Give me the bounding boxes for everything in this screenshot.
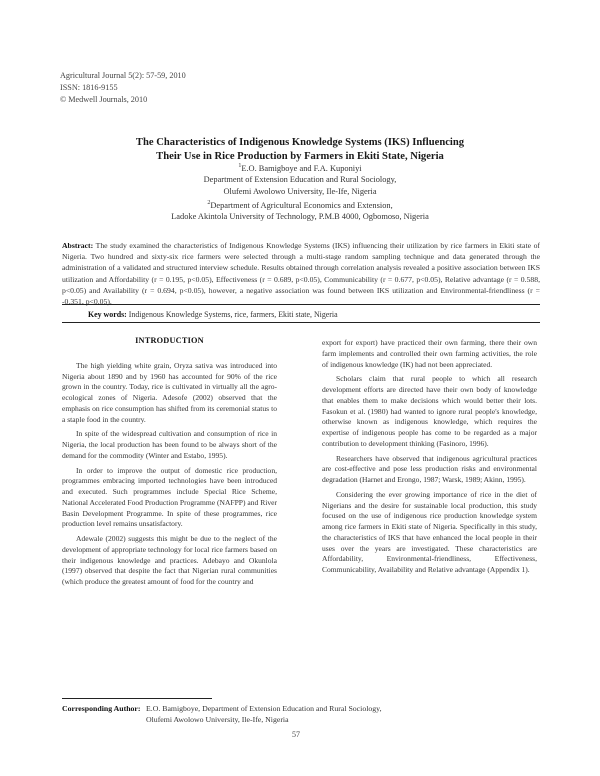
abstract-label: Abstract: bbox=[62, 241, 94, 250]
author-superscript-1: 1 bbox=[238, 163, 242, 169]
title-line-2: Their Use in Rice Production by Farmers in Ekiti State, Nigeria bbox=[156, 151, 444, 162]
journal-citation: Agricultural Journal 5(2): 57-59, 2010 bbox=[60, 71, 186, 80]
abstract-text: The study examined the characteristics of Indigenous Knowledge Systems (IKS) influencing their utilization by rice farmers in Ekiti state of Nigeria. Two hundred and sixty-six rice farmers were selected through a multi-stage random sampling technique and data generated through the administration of a validated and structured interview schedule. Results obtained through correlation analysis revealed a positive association between IKS utilization and Affordability (r = 0.195, p<0.05), Effectiveness (r = 0.689, p<0.05), Communicability (r = 0.677, p<0.05), Relative advantage (r = 0.588, p<0.05) and Availability (r = 0.694, p<0.05), however, a negative association was found between IKS utilization and Environmental-friendliness (r = -0.351, p<0.05). bbox=[62, 241, 540, 307]
corresponding-author-footnote bbox=[62, 703, 382, 725]
footnote-label: Corresponding Author: bbox=[62, 704, 141, 713]
affiliation-2-line-1: $^2$Department of Agricultural Economics and Extension, bbox=[207, 199, 393, 210]
right-column bbox=[322, 338, 537, 576]
paragraph: In spite of the widespread cultivation and consumption of rice in Nigeria, the local production has been found to be always short of the demand for the commodity (Winter and Estabo, 1995). bbox=[62, 429, 277, 460]
keywords-bottom-rule bbox=[62, 322, 540, 323]
author-block bbox=[80, 161, 520, 223]
affiliation-1-line-2: Olufemi Awolowo University, Ile-Ife, Nigeria bbox=[223, 186, 377, 196]
paragraph: The high yielding white grain, Oryza sativa was introduced into Nigeria about 1890 and by 1960 has accounted for 90% of the rice grown in the country. Today, rice is cultivated in virtually all the agro-ecological zones of Nigeria. Adesofe (2002) observed that the emphasis on rice consumption has shifted from its ceremonial status to a staple food in the country. bbox=[62, 360, 277, 424]
paragraph: export for export) have practiced their own farming, there their own farm implements and controlled their own farming activities, the role of indigenous knowledge (IK) had not been appreciated. bbox=[322, 338, 537, 369]
journal-header bbox=[60, 70, 186, 107]
keywords bbox=[88, 310, 338, 319]
paragraph: In order to improve the output of domestic rice production, programmes embracing imported technologies have been introduced and executed. Such programmes include Special Rice Scheme, National Accelerated Food Production Programme (NAFPP) and River Basin Development Programme. In spite of these programmes, rice production level remains unsatisfactory. bbox=[62, 465, 277, 529]
section-heading-introduction: INTRODUCTION bbox=[135, 336, 204, 345]
affiliation-1-line-1: Department of Extension Education and Rural Sociology, bbox=[203, 175, 397, 185]
journal-copyright: © Medwell Journals, 2010 bbox=[60, 95, 148, 105]
footnote-line-1: E.O. Bamigboye, Department of Extension Education and Rural Sociology, bbox=[146, 704, 382, 713]
paragraph: Scholars claim that rural people to which all research development efforts are directed have their own body of knowledge that enables them to make decisions which would better their lots. Fasokun et al. (1980) had wanted to ignore rural people's knowledge, otherwise known as indigenous knowledge, which requires the expertise of indigenous people has come to be regarded as a major contribution to development thinking (Fasinoro, 1996). bbox=[322, 374, 537, 448]
left-column bbox=[62, 336, 277, 588]
page-number: 57 bbox=[292, 730, 300, 739]
title-line-1: The Characteristics of Indigenous Knowledge Systems (IKS) Influencing bbox=[135, 137, 465, 148]
paper-title bbox=[100, 136, 500, 164]
paragraph: Considering the ever growing importance of rice in the diet of Nigerians and the desire for sustainable local production, this study focused on the use of indigenous rice production knowledge system among rice farmers in Ekiti state of Nigeria. Specifically in this study, the characteristics of IKS that have enhanced the local people in their uses over the years are investigated. These characteristics are Affordability, Environmental-friendliness, Effectiveness, Communicability, Availability and Relative advantage (Appendix 1). bbox=[322, 489, 537, 574]
author-names: $^1$E.O. Bamigboye and F.A. Kuponiyi bbox=[238, 163, 362, 173]
journal-issn: ISSN: 1816-9155 bbox=[60, 83, 118, 93]
footnote-line-2: Olufemi Awolowo University, Ile-Ife, Nigeria bbox=[146, 715, 289, 725]
author-superscript-2: 2 bbox=[207, 199, 211, 206]
footnote-rule bbox=[62, 698, 212, 699]
affiliation-2-line-2: Ladoke Akintola University of Technology, P.M.B 4000, Ogbomoso, Nigeria bbox=[171, 211, 429, 221]
keywords-top-rule bbox=[62, 304, 540, 305]
paragraph: Adewale (2002) suggests this might be due to the neglect of the development of appropriate technology for local rice farmers based on their indigenous knowledge and practices. Adebayo and Okunlola (1997) observed that despite the fact that Nigerian rural communities (which produce the greatest amount of food for the country and bbox=[62, 534, 277, 586]
keywords-label: Key words: bbox=[88, 310, 127, 319]
paragraph: Researchers have observed that indigenous agricultural practices are cost-effective and pose less production risks and environmental degradation (Harnet and Erongo, 1987; Warsk, 1989; Akinn, 1995). bbox=[322, 453, 537, 484]
keywords-text: Indigenous Knowledge Systems, rice, farmers, Ekiti state, Nigeria bbox=[128, 310, 338, 319]
abstract bbox=[62, 240, 540, 307]
